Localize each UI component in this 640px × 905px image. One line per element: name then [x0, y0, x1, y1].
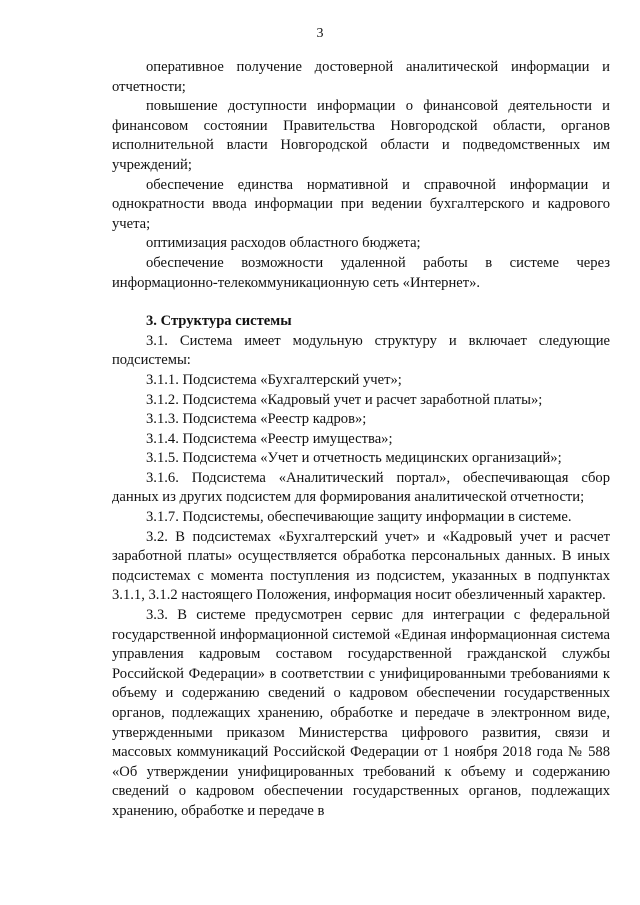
clause-3-3: 3.3. В системе предусмотрен сервис для интеграции с федеральной государственной информационной системой «Единая информационная система управления кадровым составом государственной гражданской службы Российской Федерации» в соответствии с унифицированными требованиями к объему и содержанию сведений о кадровом обеспечении государственных органов, подлежащих хранению, обработке и передаче в электронном виде, утвержденными приказом Министерства цифрового развития, связи и массовых коммуникаций Российской Федерации от 1 ноября 2018 года № 588 «Об утверждении унифицированных требований к объему и содержанию сведений о кадровом обеспечении государственных органов, подлежащих хранению, обработке и передаче в — [112, 607, 610, 819]
clause-3-1-4: 3.1.4. Подсистема «Реестр имущества»; — [146, 430, 393, 447]
clause-3-1-7: 3.1.7. Подсистемы, обеспечивающие защиту информации в системе. — [146, 509, 572, 526]
clause-3-2: 3.2. В подсистемах «Бухгалтерский учет» и «Кадровый учет и расчет заработной платы» осуществляется обработка персональных данных. В иных подсистемах с момента поступления из подсистем, указанных в подпунктах 3.1.1, 3.1.2 настоящего Положения, информация носит обезличенный характер. — [112, 528, 610, 604]
goal-item-budget: оптимизация расходов областного бюджета; — [146, 235, 421, 252]
clause-3-1: 3.1. Система имеет модульную структуру и включает следующие подсистемы: — [112, 332, 610, 369]
clause-3-1-1: 3.1.1. Подсистема «Бухгалтерский учет»; — [146, 371, 402, 388]
goal-item-accessibility: повышение доступности информации о финансовой деятельности и финансовом состоянии Правительства Новгородской области, органов исполнительной власти Новгородской области и подведомственных им учреждений; — [112, 98, 610, 173]
section-heading: 3. Структура системы — [146, 313, 292, 330]
clause-3-1-5: 3.1.5. Подсистема «Учет и отчетность медицинских организаций»; — [146, 450, 562, 467]
clause-3-1-3: 3.1.3. Подсистема «Реестр кадров»; — [146, 411, 367, 428]
clause-3-1-2: 3.1.2. Подсистема «Кадровый учет и расчет заработной платы»; — [146, 391, 543, 408]
goal-item-analytics: оперативное получение достоверной аналитической информации и отчетности; — [112, 59, 610, 95]
document-body — [112, 58, 610, 822]
goal-item-unity: обеспечение единства нормативной и справочной информации и однократности ввода информации при ведении бухгалтерского и кадрового учета; — [112, 176, 610, 232]
goal-item-remote-work: обеспечение возможности удаленной работы в системе через информационно-телекоммуникационную сеть «Интернет». — [112, 254, 610, 291]
page-number: 3 — [316, 26, 324, 41]
clause-3-1-6: 3.1.6. Подсистема «Аналитический портал», обеспечивающая сбор данных из других подсистем для формирования аналитической отчетности; — [112, 469, 610, 506]
